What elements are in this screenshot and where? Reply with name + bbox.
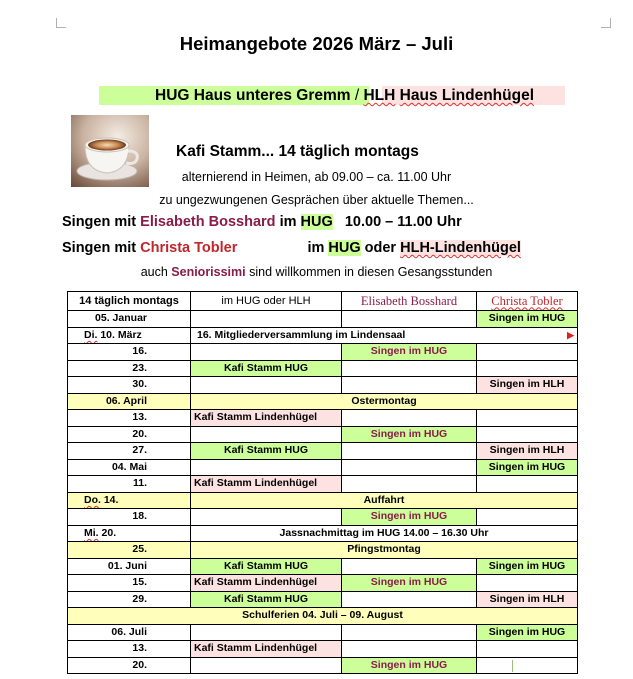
tobler-cell — [477, 575, 578, 592]
kafi-cell — [191, 426, 342, 443]
subtitle-hlh-text: Haus Lindenhügel — [399, 87, 534, 104]
tobler-cell — [477, 426, 578, 443]
date-cell — [68, 459, 191, 476]
header-cell: im HUG oder HLH — [191, 292, 342, 311]
tobler-cell: Singen im HUG — [477, 624, 578, 641]
kafi-cell: Kafi Stamm HUG — [191, 558, 342, 575]
table-row — [68, 525, 578, 542]
bosshard-cell: Singen im HUG — [342, 509, 477, 526]
bosshard-cell — [342, 476, 477, 493]
event-span-cell — [191, 492, 578, 509]
subtitle-hug: HUG — [155, 87, 190, 104]
table-header-row — [68, 292, 578, 311]
date-cell — [68, 377, 191, 394]
singen2-hlh: HLH-Lindenhügel — [400, 240, 521, 256]
event-span-cell — [191, 542, 578, 559]
kafi-cell — [191, 377, 342, 394]
singen1-name: Elisabeth Bosshard — [140, 214, 276, 230]
subtitle-hug-text: Haus unteres Gremm — [193, 87, 351, 104]
tobler-cell: Singen im HUG — [477, 311, 578, 328]
bosshard-cell — [342, 459, 477, 476]
date-label: 04. Mai — [111, 460, 147, 473]
tobler-cell: Singen im HLH — [477, 443, 578, 460]
header-cell: 14 täglich montags — [68, 292, 191, 311]
kafi-stamm-heading: Kafi Stamm... 14 täglich montags — [176, 143, 419, 160]
date-label: 15. — [132, 576, 147, 589]
arrow-icon: ▶ — [567, 329, 574, 340]
kafi-cell — [191, 344, 342, 361]
subtitle-separator: / — [354, 87, 360, 104]
date-cell — [68, 542, 191, 559]
page-corner-mark-left — [56, 18, 66, 28]
event-label: Jassnachmittag im HUG 14.00 – 16.30 Uhr — [279, 526, 489, 539]
kafi-cell: Kafi Stamm Lindenhügel — [191, 410, 342, 427]
tobler-cell — [477, 641, 578, 658]
date-label: 06. April — [105, 394, 147, 407]
date-label: 18. — [132, 510, 147, 523]
tobler-cell — [477, 509, 578, 526]
holiday-cell: Schulferien 04. Juli – 09. August — [68, 608, 578, 625]
table-body — [68, 311, 578, 674]
table-row — [68, 641, 578, 658]
date-cell — [68, 575, 191, 592]
date-cell — [68, 492, 191, 509]
singen1-prefix: Singen mit — [62, 214, 137, 230]
kafi-description-line: zu ungezwungenen Gesprächen über aktuelle Themen... — [159, 193, 474, 207]
tobler-cell: Singen im HLH — [477, 591, 578, 608]
date-cell — [68, 393, 191, 410]
date-label: 20. — [132, 427, 147, 440]
bosshard-cell — [342, 311, 477, 328]
kafi-cell: Kafi Stamm HUG — [191, 360, 342, 377]
table-row — [68, 410, 578, 427]
kafi-cell — [191, 459, 342, 476]
kafi-cell: Kafi Stamm HUG — [191, 443, 342, 460]
table-row — [68, 377, 578, 394]
date-label: 20. — [101, 526, 117, 539]
table-row — [68, 624, 578, 641]
date-label: 16. — [132, 345, 147, 358]
event-span-cell — [191, 525, 578, 542]
date-label: 11. — [132, 477, 147, 490]
kafi-cell: Kafi Stamm Lindenhügel — [191, 641, 342, 658]
date-cell — [68, 657, 191, 674]
table-row — [68, 657, 578, 674]
table-row — [68, 476, 578, 493]
day-prefix: Mi. — [84, 526, 99, 539]
tobler-cell — [477, 360, 578, 377]
table-row — [68, 575, 578, 592]
table-row — [68, 327, 578, 344]
subtitle — [99, 86, 565, 105]
bosshard-cell — [342, 624, 477, 641]
seniorissimi-name: Seniorissimi — [171, 265, 246, 279]
date-cell — [68, 509, 191, 526]
table-row — [68, 509, 578, 526]
date-label: 25. — [132, 543, 147, 556]
day-prefix: Di. — [84, 328, 98, 341]
date-label: 13. — [132, 642, 147, 655]
bosshard-cell: Singen im HUG — [342, 426, 477, 443]
singen1-hug: HUG — [300, 214, 333, 230]
tobler-cell: Singen im HUG — [477, 459, 578, 476]
date-cell — [68, 624, 191, 641]
table-row — [68, 608, 578, 625]
date-cell — [68, 344, 191, 361]
singen1-im: im — [279, 214, 297, 230]
kafi-time-line: alternierend in Heimen, ab 09.00 – ca. 11.00 Uhr — [181, 170, 452, 184]
kafi-cell — [191, 657, 342, 674]
date-label: 20. — [132, 658, 147, 671]
date-label: 14. — [103, 493, 119, 506]
bosshard-cell: Singen im HUG — [342, 344, 477, 361]
date-label: 13. — [132, 411, 147, 424]
schedule-table — [67, 291, 578, 674]
date-label: 05. Januar — [95, 312, 147, 325]
tobler-cell — [477, 344, 578, 361]
date-cell — [68, 591, 191, 608]
kafi-cell — [191, 311, 342, 328]
header-cell: Elisabeth Bosshard — [342, 292, 477, 311]
date-label: 01. Juni — [107, 559, 147, 572]
date-cell — [68, 476, 191, 493]
event-label: Auffahrt — [363, 493, 405, 506]
page-corner-mark-right — [601, 18, 611, 28]
table-row — [68, 591, 578, 608]
bosshard-cell — [342, 443, 477, 460]
bosshard-cell — [342, 410, 477, 427]
kafi-cell: Kafi Stamm Lindenhügel — [191, 575, 342, 592]
cursor-tick-mark — [512, 660, 513, 672]
kafi-cell: Kafi Stamm HUG — [191, 591, 342, 608]
seniorissimi-line — [0, 265, 633, 279]
singen2-prefix: Singen mit — [62, 240, 137, 256]
tobler-cell — [477, 657, 578, 674]
table-row — [68, 426, 578, 443]
subtitle-hlh: HLH — [363, 87, 396, 104]
kafi-cell — [191, 624, 342, 641]
date-label: 30. — [132, 378, 147, 391]
date-cell — [68, 641, 191, 658]
date-label: 27. — [132, 444, 147, 457]
date-cell — [68, 311, 191, 328]
date-label: 10. März — [100, 328, 142, 341]
singen-bosshard-line — [62, 214, 462, 230]
event-label: Ostermontag — [351, 394, 417, 407]
event-span-cell — [191, 393, 578, 410]
tobler-cell: Singen im HLH — [477, 377, 578, 394]
date-label: 29. — [132, 592, 147, 605]
header-cell: Christa Tobler — [477, 292, 578, 311]
singen2-hug: HUG — [328, 240, 361, 256]
tobler-cell — [477, 410, 578, 427]
bosshard-cell: Singen im HUG — [342, 575, 477, 592]
auch-pre: auch — [140, 265, 168, 279]
bosshard-cell — [342, 641, 477, 658]
date-label: 06. Juli — [111, 625, 147, 638]
table-row — [68, 393, 578, 410]
kafi-cell: Kafi Stamm Lindenhügel — [191, 476, 342, 493]
table-row — [68, 459, 578, 476]
auch-post: sind willkommen in diesen Gesangsstunden — [249, 265, 493, 279]
table-row — [68, 492, 578, 509]
singen1-time: 10.00 – 11.00 Uhr — [344, 214, 462, 230]
date-cell — [68, 327, 191, 344]
event-label: 16. Mitgliederversammlung im Lindensaal — [197, 328, 406, 341]
singen2-name: Christa Tobler — [140, 240, 238, 256]
table-row — [68, 360, 578, 377]
day-prefix: Do. — [84, 493, 101, 506]
date-cell — [68, 443, 191, 460]
bosshard-cell — [342, 360, 477, 377]
kafi-cell — [191, 509, 342, 526]
tobler-cell: Singen im HUG — [477, 558, 578, 575]
table-row — [68, 558, 578, 575]
date-cell — [68, 525, 191, 542]
table-row — [68, 443, 578, 460]
singen2-oder: oder — [364, 240, 397, 256]
table-row — [68, 344, 578, 361]
tobler-cell — [477, 476, 578, 493]
singen-tobler-line — [62, 240, 521, 256]
date-cell — [68, 426, 191, 443]
date-label: 23. — [132, 361, 147, 374]
event-span-cell — [191, 327, 578, 344]
date-cell — [68, 410, 191, 427]
table-row — [68, 542, 578, 559]
date-cell — [68, 558, 191, 575]
event-label: Pfingstmontag — [347, 543, 421, 556]
bosshard-cell — [342, 377, 477, 394]
singen2-im: im — [307, 240, 325, 256]
bosshard-cell — [342, 558, 477, 575]
table-row — [68, 311, 578, 328]
date-cell — [68, 360, 191, 377]
bosshard-cell: Singen im HUG — [342, 657, 477, 674]
document-title: Heimangebote 2026 März – Juli — [179, 33, 454, 54]
bosshard-cell — [342, 591, 477, 608]
